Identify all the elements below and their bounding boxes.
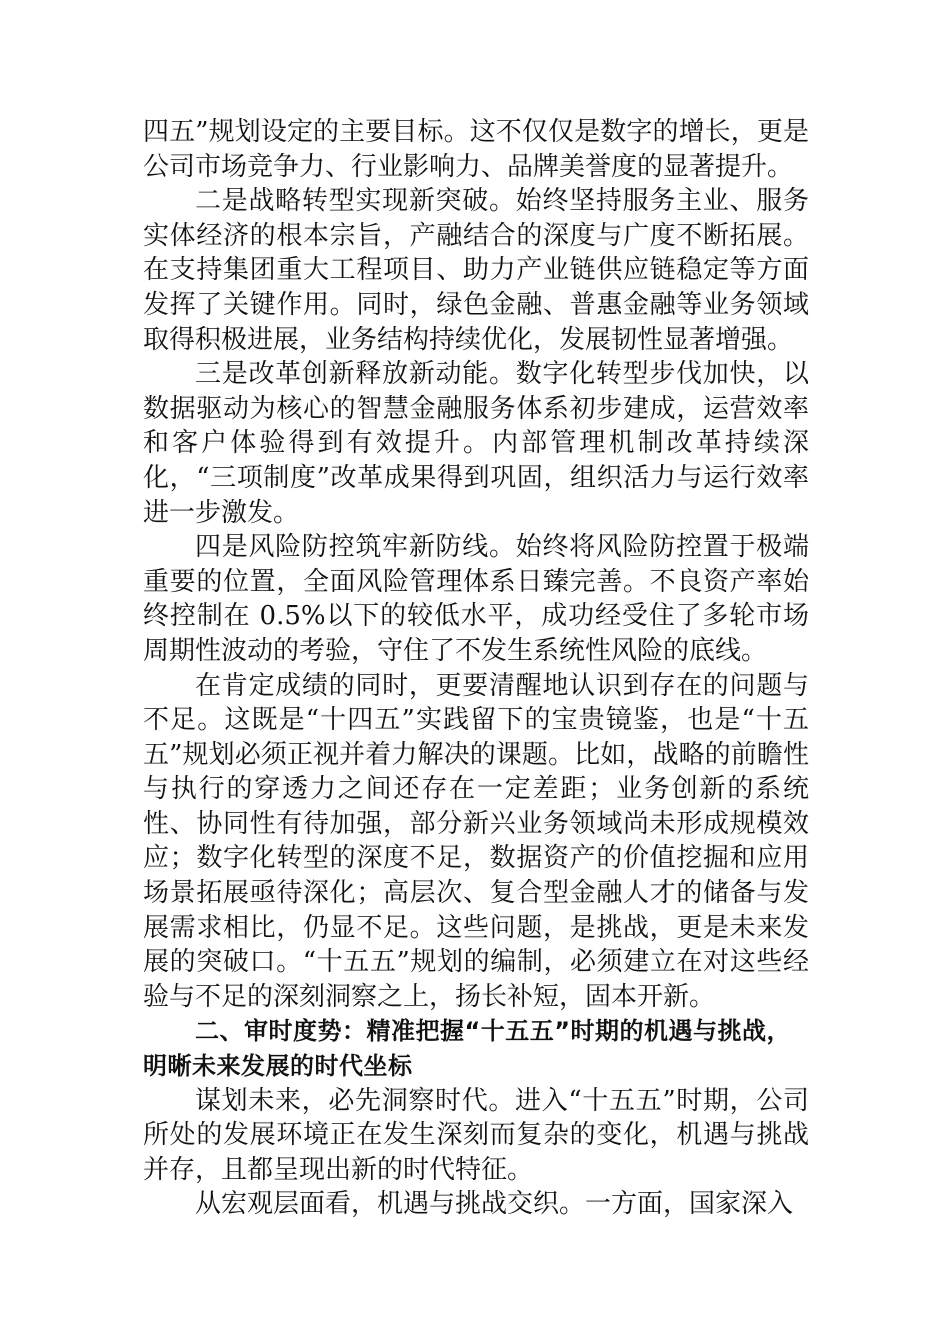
paragraph-risk-control: 四是风险防控筑牢新防线。始终将风险防控置于极端重要的位置，全面风险管理体系日臻完善。不良资产率始终控制在 0.5%以下的较低水平，成功经受住了多轮市场周期性波动的考验，守住了不发生系统性风险的底线。 <box>143 532 809 666</box>
paragraph-strategic-transformation: 二是战略转型实现新突破。始终坚持服务主业、服务实体经济的根本宗旨，产融结合的深度与广度不断拓展。在支持集团重大工程项目、助力产业链供应链稳定等方面发挥了关键作用。同时，绿色金融、普惠金融等业务领域取得积极进展，业务结构持续优化，发展韧性显著增强。 <box>143 186 809 355</box>
paragraph-macro-level: 从宏观层面看，机遇与挑战交织。一方面，国家深入 <box>195 1189 794 1220</box>
paragraph-problems-shortcomings: 在肯定成绩的同时，更要清醒地认识到存在的问题与不足。这既是“十四五”实践留下的宝贵镜鉴，也是“十五五”规划必须正视并着力解决的课题。比如，战略的前瞻性与执行的穿透力之间还存在一定差距；业务创新的系统性、协同性有待加强，部分新兴业务领域尚未形成规模效应；数字化转型的深度不足，数据资产的价值挖掘和应用场景拓展亟待深化；高层次、复合型金融人才的储备与发展需求相比，仍显不足。这些问题，是挑战，更是未来发展的突破口。“十五五”规划的编制，必须建立在对这些经验与不足的深刻洞察之上，扬长补短，固本开新。 <box>143 670 809 1012</box>
section-heading: 二、审时度势：精准把握“十五五”时期的机遇与挑战，明晰未来发展的时代坐标 <box>143 1017 792 1081</box>
document-body <box>143 115 809 1222</box>
paragraph-planning-future: 谋划未来，必先洞察时代。进入“十五五”时期，公司所处的发展环境正在发生深刻而复杂的变化，机遇与挑战并存，且都呈现出新的时代特征。 <box>143 1085 809 1185</box>
paragraph-reform-innovation: 三是改革创新释放新动能。数字化转型步伐加快，以数据驱动为核心的智慧金融服务体系初步建成，运营效率和客户体验得到有效提升。内部管理机制改革持续深化，“三项制度”改革成果得到巩固，组织活力与运行效率进一步激发。 <box>143 359 809 528</box>
paragraph-continued-goals: 四五”规划设定的主要目标。这不仅仅是数字的增长，更是公司市场竞争力、行业影响力、品牌美誉度的显著提升。 <box>143 117 809 182</box>
